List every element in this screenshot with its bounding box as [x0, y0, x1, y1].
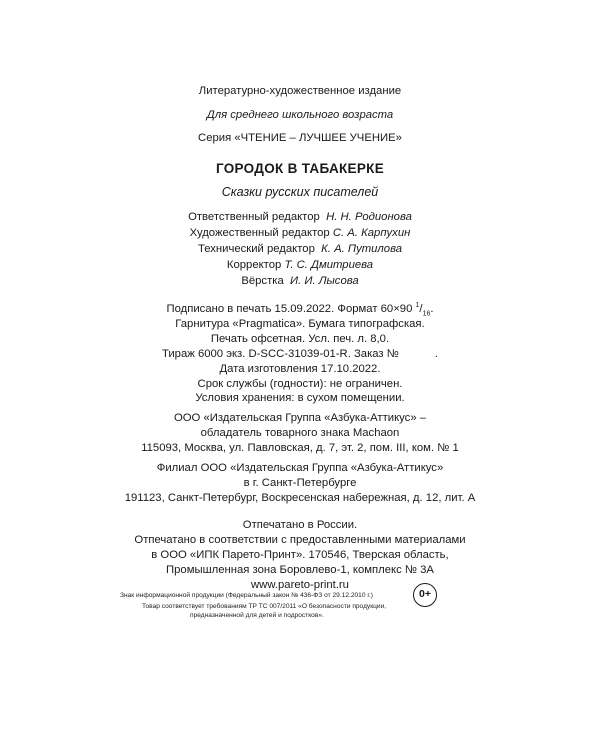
staff-name: К. А. Путилова	[321, 243, 403, 255]
printed-country: Отпечатано в России.	[242, 519, 358, 531]
staff-line	[0, 210, 600, 224]
circulation-line: Тираж 6000 экз. D-SCC-31039-01-R. Заказ № .	[161, 348, 439, 360]
storage-line: Условия хранения: в сухом помещении.	[195, 392, 405, 404]
compliance-line-1: Товар соответствует требованиям ТР ТС 007/2011 «О безопасности продукции,	[142, 603, 387, 610]
branch-city: в г. Санкт-Петербурге	[243, 477, 357, 489]
staff-role: Художественный редактор	[189, 227, 330, 239]
service-life-line: Срок службы (годности): не ограничен.	[197, 378, 403, 390]
printed-line-1: Отпечатано в соответствии с предоставленными материалами	[134, 534, 466, 546]
info-mark-text: Знак информационной продукции (Федеральный закон № 436-ФЗ от 29.12.2010 г.)	[120, 592, 373, 599]
staff-line	[0, 226, 600, 240]
compliance-line-2: предназначенной для детей и подростков».	[190, 612, 324, 619]
staff-line	[0, 274, 600, 288]
staff-role: Ответственный редактор	[188, 211, 320, 223]
staff-role: Вёрстка	[241, 275, 284, 287]
book-title: ГОРОДОК В ТАБАКЕРКЕ	[215, 161, 384, 176]
staff-role: Технический редактор	[197, 243, 315, 255]
publisher-address: 115093, Москва, ул. Павловская, д. 7, эт. 2, пом. III, ком. № 1	[141, 442, 459, 454]
manufactured-line: Дата изготовления 17.10.2022.	[219, 363, 381, 375]
printer-website: www.pareto-print.ru	[251, 579, 349, 591]
audience: Для среднего школьного возраста	[206, 109, 394, 121]
series: Серия «ЧТЕНИЕ – ЛУЧШЕЕ УЧЕНИЕ»	[198, 132, 402, 144]
staff-name: И. И. Лысова	[290, 275, 359, 287]
printed-line-2: в ООО «ИПК Парето-Принт». 170546, Тверская область,	[151, 549, 449, 561]
edition-type: Литературно-художественное издание	[198, 85, 402, 97]
signed-line: Подписано в печать 15.09.2022. Формат 60×90 $^1/_{16}$.	[166, 302, 434, 318]
staff-role: Корректор	[226, 259, 282, 271]
publisher-trademark: обладатель товарного знака Machaon	[200, 427, 400, 439]
staff-name: Н. Н. Родионова	[326, 211, 412, 223]
staff-name: С. А. Карпухин	[332, 227, 411, 239]
age-rating-badge: 0+	[413, 583, 437, 607]
staff-line	[0, 258, 600, 272]
staff-line	[0, 242, 600, 256]
typeface-line: Гарнитура «Pragmatica». Бумага типографская.	[175, 318, 425, 330]
book-subtitle: Сказки русских писателей	[221, 185, 379, 199]
publisher-name: ООО «Издательская Группа «Азбука-Аттикус» –	[173, 412, 427, 424]
printing-line: Печать офсетная. Усл. печ. л. 8,0.	[210, 333, 390, 345]
branch-address: 191123, Санкт-Петербург, Воскресенская набережная, д. 12, лит. А	[124, 492, 476, 504]
printed-line-3: Промышленная зона Боровлево-1, комплекс № 3А	[166, 564, 434, 576]
branch-name: Филиал ООО «Издательская Группа «Азбука-Аттикус»	[156, 462, 444, 474]
staff-name: Т. С. Дмитриева	[284, 259, 374, 271]
